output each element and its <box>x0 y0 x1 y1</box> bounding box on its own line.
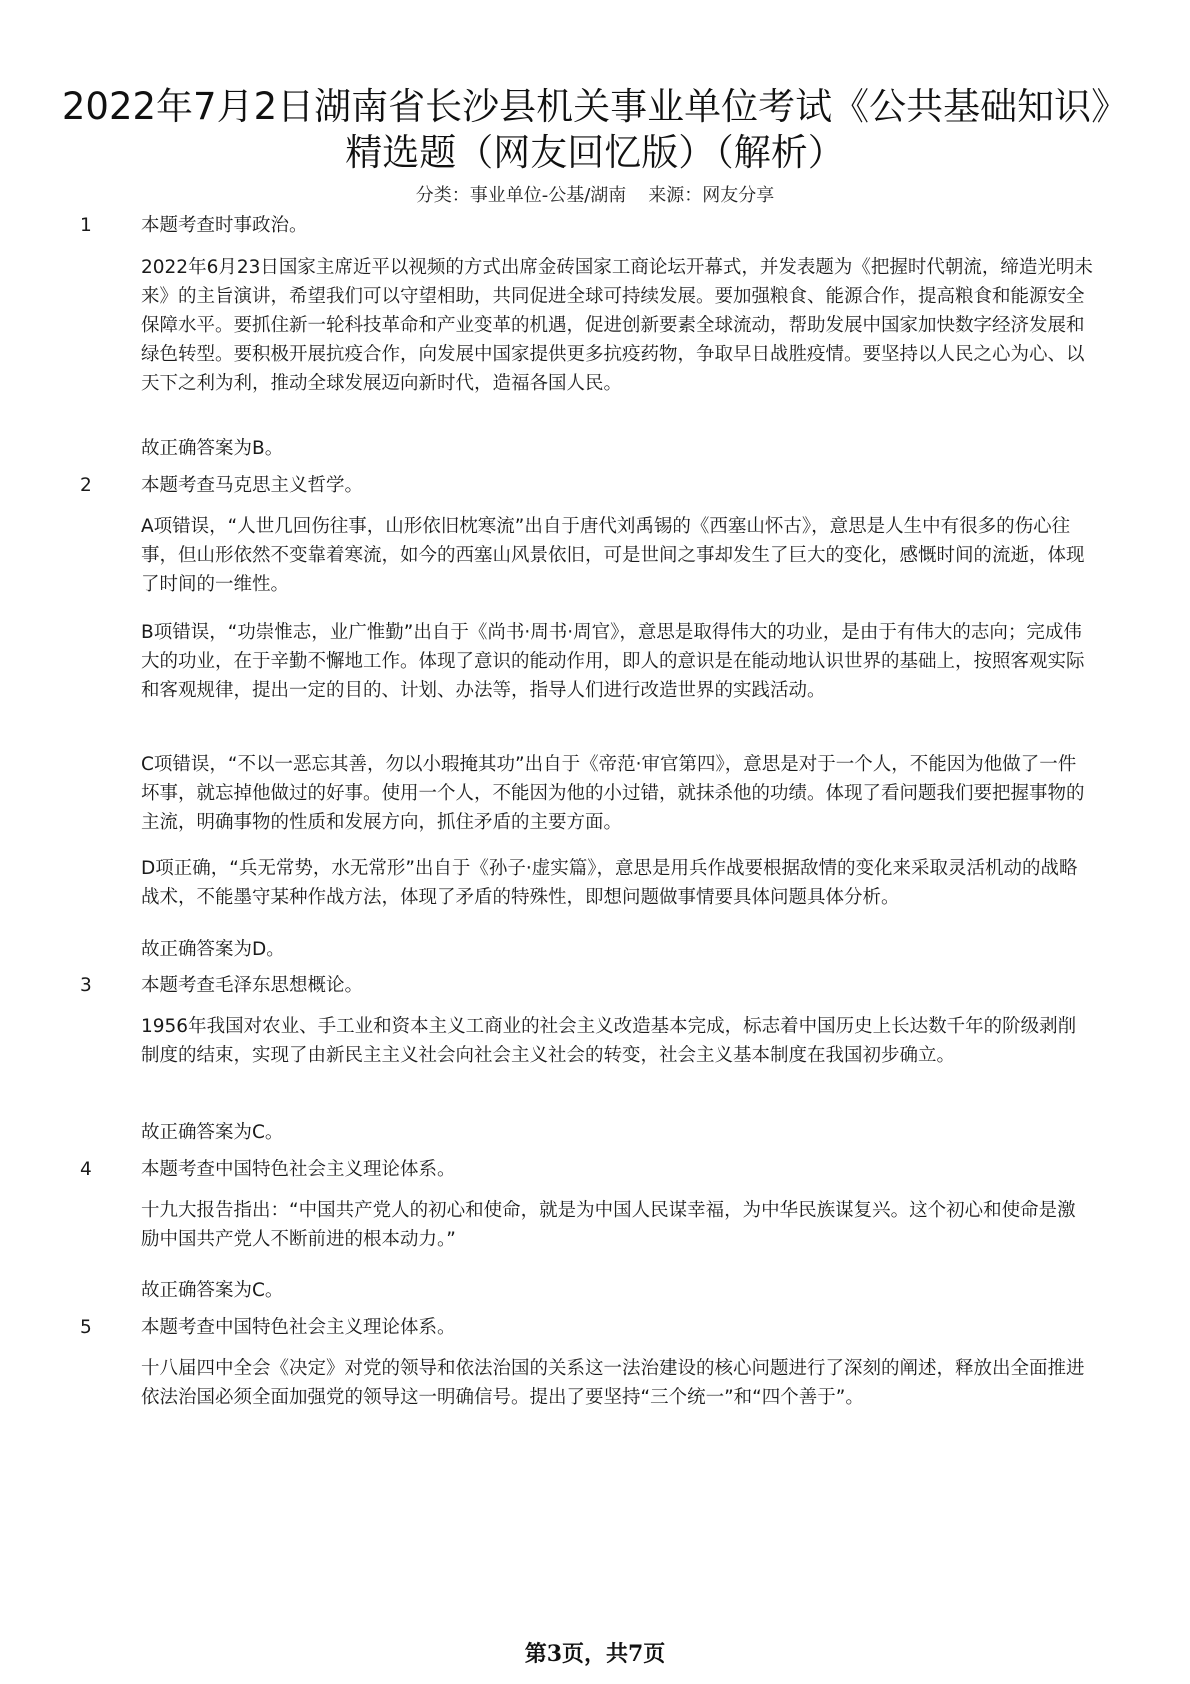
source-label: 来源：网友分享 <box>648 185 775 206</box>
explanation-paragraph: 十九大报告指出：“中国共产党人的初心和使命，就是为中国人民谋幸福，为中华民族谋复兴。这个初心和使命是激励中国共产党人不断前进的根本动力。” <box>141 1200 1076 1250</box>
answer-line: 故正确答案为D。 <box>141 939 285 960</box>
question-topic: 本题考查中国特色社会主义理论体系。 <box>141 1159 456 1180</box>
answer-line: 故正确答案为C。 <box>141 1280 284 1301</box>
answer-line: 故正确答案为B。 <box>141 438 284 459</box>
question-topic: 本题考查时事政治。 <box>141 215 308 236</box>
question-number: 1 <box>80 215 92 236</box>
page-number-footer: 第3页，共7页 <box>524 1641 666 1667</box>
option-d-paragraph: D项正确，“兵无常势，水无常形”出自于《孙子·虚实篇》，意思是用兵作战要根据敌情的变化来采取灵活机动的战略战术，不能墨守某种作战方法，体现了矛盾的特殊性，即想问题做事情要具体问题具体分析。 <box>141 858 1078 908</box>
question-number: 4 <box>80 1159 92 1180</box>
question-number: 3 <box>80 975 92 996</box>
question-number: 5 <box>80 1317 92 1338</box>
explanation-paragraph: 1956年我国对农业、手工业和资本主义工商业的社会主义改造基本完成，标志着中国历史上长达数千年的阶级剥削制度的结束，实现了由新民主主义社会向社会主义社会的转变，社会主义基本制度在我国初步确立。 <box>141 1016 1077 1066</box>
meta-line <box>0 184 1190 208</box>
question-topic: 本题考查马克思主义哲学。 <box>141 475 364 496</box>
option-a-paragraph: A项错误，“人世几回伤往事，山形依旧枕寒流”出自于唐代刘禹锡的《西塞山怀古》，意思是人生中有很多的伤心往事，但山形依然不变靠着寒流，如今的西塞山风景依旧，可是世间之事却发生了巨大的变化，感慨时间的流逝，体现了时间的一维性。 <box>141 516 1085 595</box>
title-line-2: 精选题（网友回忆版）（解析） <box>345 131 845 174</box>
question-topic: 本题考查中国特色社会主义理论体系。 <box>141 1317 456 1338</box>
question-topic: 本题考查毛泽东思想概论。 <box>141 975 364 996</box>
option-c-paragraph: C项错误，“不以一恶忘其善，勿以小瑕掩其功”出自于《帝范·审官第四》，意思是对于一个人，不能因为他做了一件坏事，就忘掉他做过的好事。使用一个人，不能因为他的小过错，就抹杀他的功绩。体现了看问题我们要把握事物的主流，明确事物的性质和发展方向，抓住矛盾的主要方面。 <box>141 754 1085 833</box>
category-label: 分类：事业单位-公基/湖南 <box>415 185 627 206</box>
title-line-1: 2022年7月2日湖南省长沙县机关事业单位考试《公共基础知识》 <box>61 85 1129 128</box>
question-number: 2 <box>80 475 92 496</box>
option-b-paragraph: B项错误，“功崇惟志，业广惟勤”出自于《尚书·周书·周官》，意思是取得伟大的功业，是由于有伟大的志向；完成伟大的功业，在于辛勤不懈地工作。体现了意识的能动作用，即人的意识是在能动地认识世界的基础上，按照客观实际和客观规律，提出一定的目的、计划、办法等，指导人们进行改造世界的实践活动。 <box>141 622 1085 701</box>
explanation-paragraph: 十八届四中全会《决定》对党的领导和依法治国的关系这一法治建设的核心问题进行了深刻的阐述，释放出全面推进依法治国必须全面加强党的领导这一明确信号。提出了要坚持“三个统一”和“四个善于”。 <box>141 1358 1085 1408</box>
explanation-paragraph: 2022年6月23日国家主席近平以视频的方式出席金砖国家工商论坛开幕式，并发表题为《把握时代朝流，缔造光明未来》的主旨演讲，希望我们可以守望相助，共同促进全球可持续发展。要加强粮食、能源合作，提高粮食和能源安全保障水平。要抓住新一轮科技革命和产业变革的机遇，促进创新要素全球流动，帮助发展中国家加快数字经济发展和绿色转型。要积极开展抗疫合作，向发展中国家提供更多抗疫药物，争取早日战胜疫情。要坚持以人民之心为心、以天下之利为利，推动全球发展迈向新时代，造福各国人民。 <box>141 257 1093 394</box>
answer-line: 故正确答案为C。 <box>141 1122 284 1143</box>
page-title <box>40 84 1150 176</box>
